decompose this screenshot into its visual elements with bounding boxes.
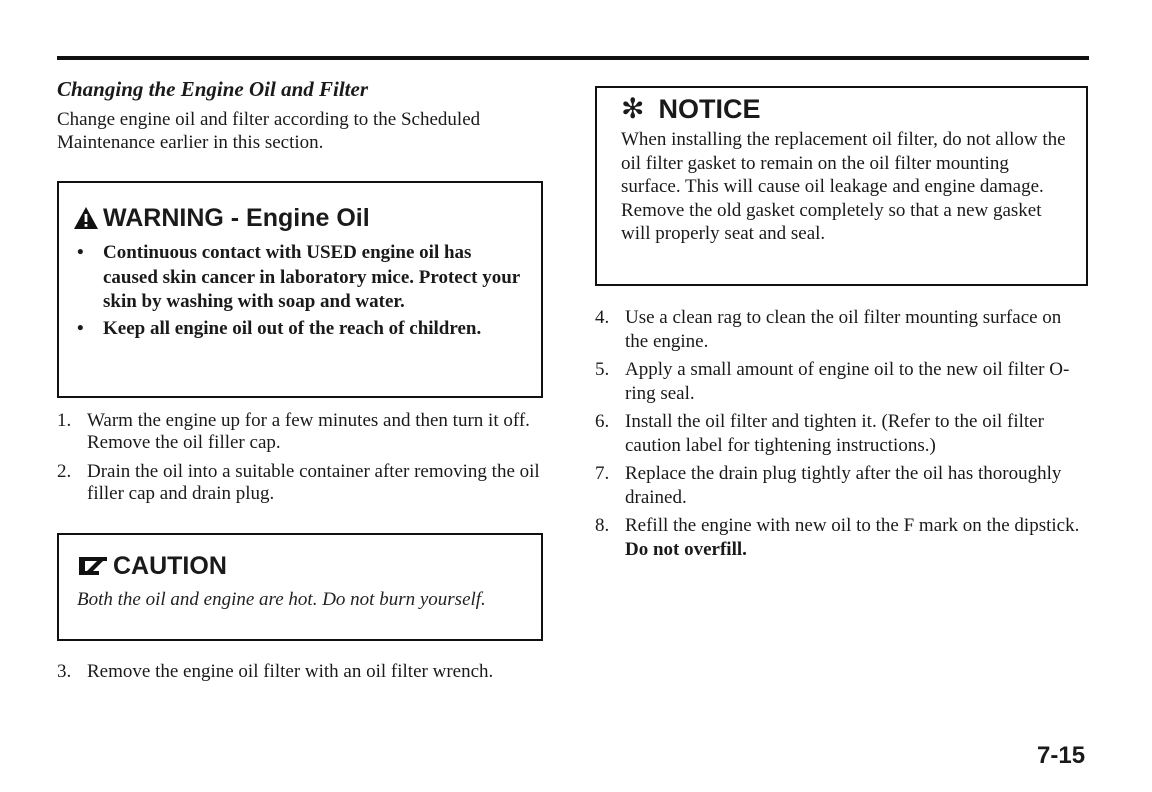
overfill-warning: Do not overfill. — [625, 538, 747, 560]
section-intro: Change engine oil and filter according to the Scheduled Maintenance earlier in this section. — [57, 109, 481, 153]
warning-box — [57, 181, 543, 398]
caution-text: Both the oil and engine are hot. Do not burn yourself. — [77, 589, 486, 610]
notice-heading: NOTICE — [658, 94, 761, 124]
section-title: Changing the Engine Oil and Filter — [57, 77, 369, 101]
warning-list — [73, 241, 525, 341]
step-item: 7. Replace the drain plug tightly after the oil has thoroughly drained. — [595, 463, 1062, 508]
step-item: 5. Apply a small amount of engine oil to the new oil filter O-ring seal. — [595, 359, 1070, 404]
step-item: 1. Warm the engine up for a few minutes and then turn it off. Remove the oil filler cap. — [57, 410, 530, 453]
step-item: 4. Use a clean rag to clean the oil filter mounting surface on the engine. — [595, 307, 1062, 352]
step-item: 3. Remove the engine oil filter with an oil filter wrench. — [57, 661, 494, 682]
steps-list-c — [595, 306, 1088, 561]
notice-box — [595, 86, 1088, 286]
warning-item: • Keep all engine oil out of the reach of children. — [77, 317, 482, 339]
steps-list-b — [57, 661, 543, 683]
right-column — [595, 86, 1088, 566]
warning-heading-row — [73, 203, 525, 233]
left-column — [57, 76, 543, 690]
step-item: 2. Drain the oil into a suitable container after removing the oil filler cap and drain plug. — [57, 461, 540, 504]
steps-list-a — [57, 410, 543, 505]
step-item: 8. Refill the engine with new oil to the F mark on the dipstick. Do not overfill. — [595, 515, 1080, 560]
caution-slash-icon — [77, 555, 109, 577]
notice-heading-row — [621, 94, 1070, 124]
warning-triangle-icon — [73, 206, 99, 230]
asterisk-icon: ✻ — [621, 93, 645, 124]
notice-text: When installing the replacement oil filter, do not allow the oil filter gasket to remain on the oil filter mounting surface. This will cause oil leakage and engine damage. Remove the old gasket completely so that a new gasket will properly seat and seal. — [621, 129, 1066, 244]
caution-heading-row — [77, 551, 525, 581]
warning-item: • Continuous contact with USED engine oil has caused skin cancer in laboratory mice. Protect your skin by washing with soap and water. — [77, 242, 520, 312]
page-number: 7-15 — [1037, 742, 1086, 769]
top-rule — [57, 56, 1089, 60]
caution-box — [57, 533, 543, 641]
step-item: 6. Install the oil filter and tighten it. (Refer to the oil filter caution label for tightening instructions.) — [595, 411, 1044, 456]
warning-heading: WARNING - Engine Oil — [103, 204, 370, 232]
caution-heading: CAUTION — [113, 552, 227, 580]
